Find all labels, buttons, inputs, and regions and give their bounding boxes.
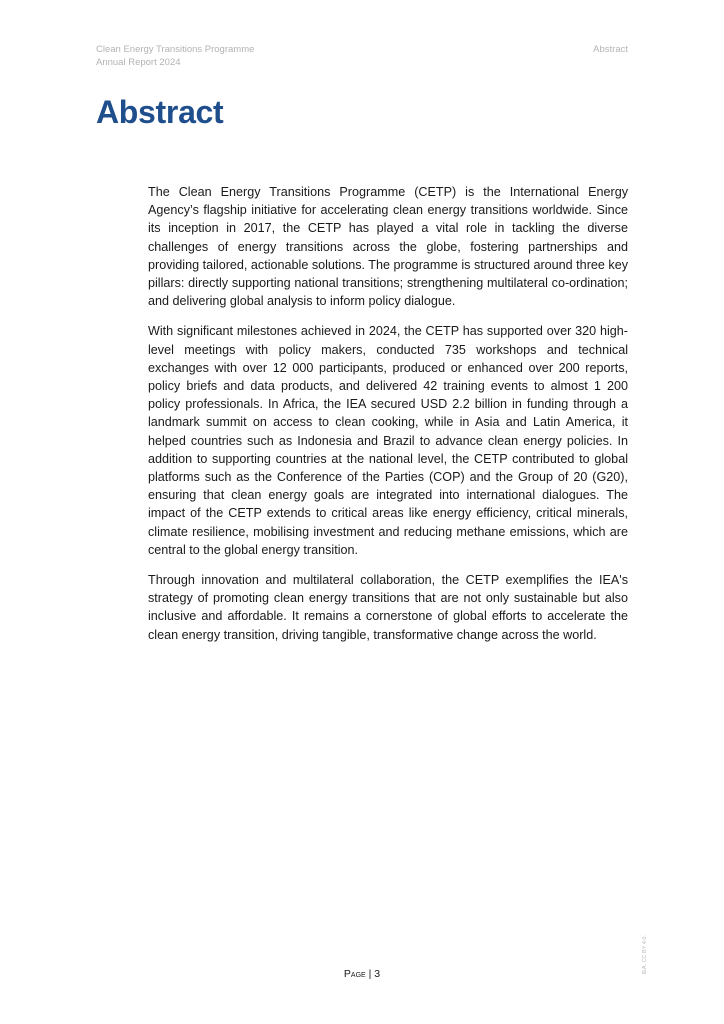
paragraph: Through innovation and multilateral collaboration, the CETP exemplifies the IEA's strategy of promoting clean energy transitions that are not only sustainable but also inclusive and affordable. It remains a cornerstone of global efforts to accelerate the clean energy transition, driving tangible, transformative change across the world. [148, 573, 628, 642]
paragraph: The Clean Energy Transitions Programme (CETP) is the International Energy Agency’s flagship initiative for accelerating clean energy transitions worldwide. Since its inception in 2017, the CETP has played a vital role in tackling the diverse challenges of energy transitions across the globe, fostering partnerships and providing tailored, actionable solutions. The programme is structured around three key pillars: directly supporting national transitions; strengthening multilateral co-ordination; and delivering global analysis to inform policy dialogue. [148, 185, 628, 309]
page-label: Page [343, 968, 366, 980]
header-report-name: Annual Report 2024 [96, 57, 181, 68]
running-header-left [96, 43, 254, 69]
license-notice: IEA. CC BY 4.0. [642, 935, 648, 975]
paragraph: With significant milestones achieved in 2024, the CETP has supported over 320 high-level meetings with policy makers, conducted 735 workshops and technical exchanges with over 12 000 participants, produced or enhanced over 200 reports, policy briefs and data products, and delivered 42 training events to almost 1 200 policy professionals. In Africa, the IEA secured USD 2.2 billion in funding through a landmark summit on access to clean cooking, while in Asia and Latin America, it helped countries such as Indonesia and Brazil to advance clean energy policies. In addition to supporting countries at the national level, the CETP contributed to global platforms such as the Conference of the Parties (COP) and the Group of 20 (G20), ensuring that clean energy goals are integrated into international dialogues. The impact of the CETP extends to critical areas like energy efficiency, critical minerals, climate resilience, mobilising investment and reducing methane emissions, which are central to the global energy transition. [148, 324, 628, 557]
header-section-name: Abstract [593, 44, 628, 55]
header-programme-name: Clean Energy Transitions Programme [96, 44, 255, 55]
page-number: 3 [374, 968, 381, 980]
page-title: Abstract [96, 94, 224, 130]
page-separator: | [365, 968, 375, 980]
page-footer [0, 968, 724, 980]
abstract-body [148, 183, 628, 656]
